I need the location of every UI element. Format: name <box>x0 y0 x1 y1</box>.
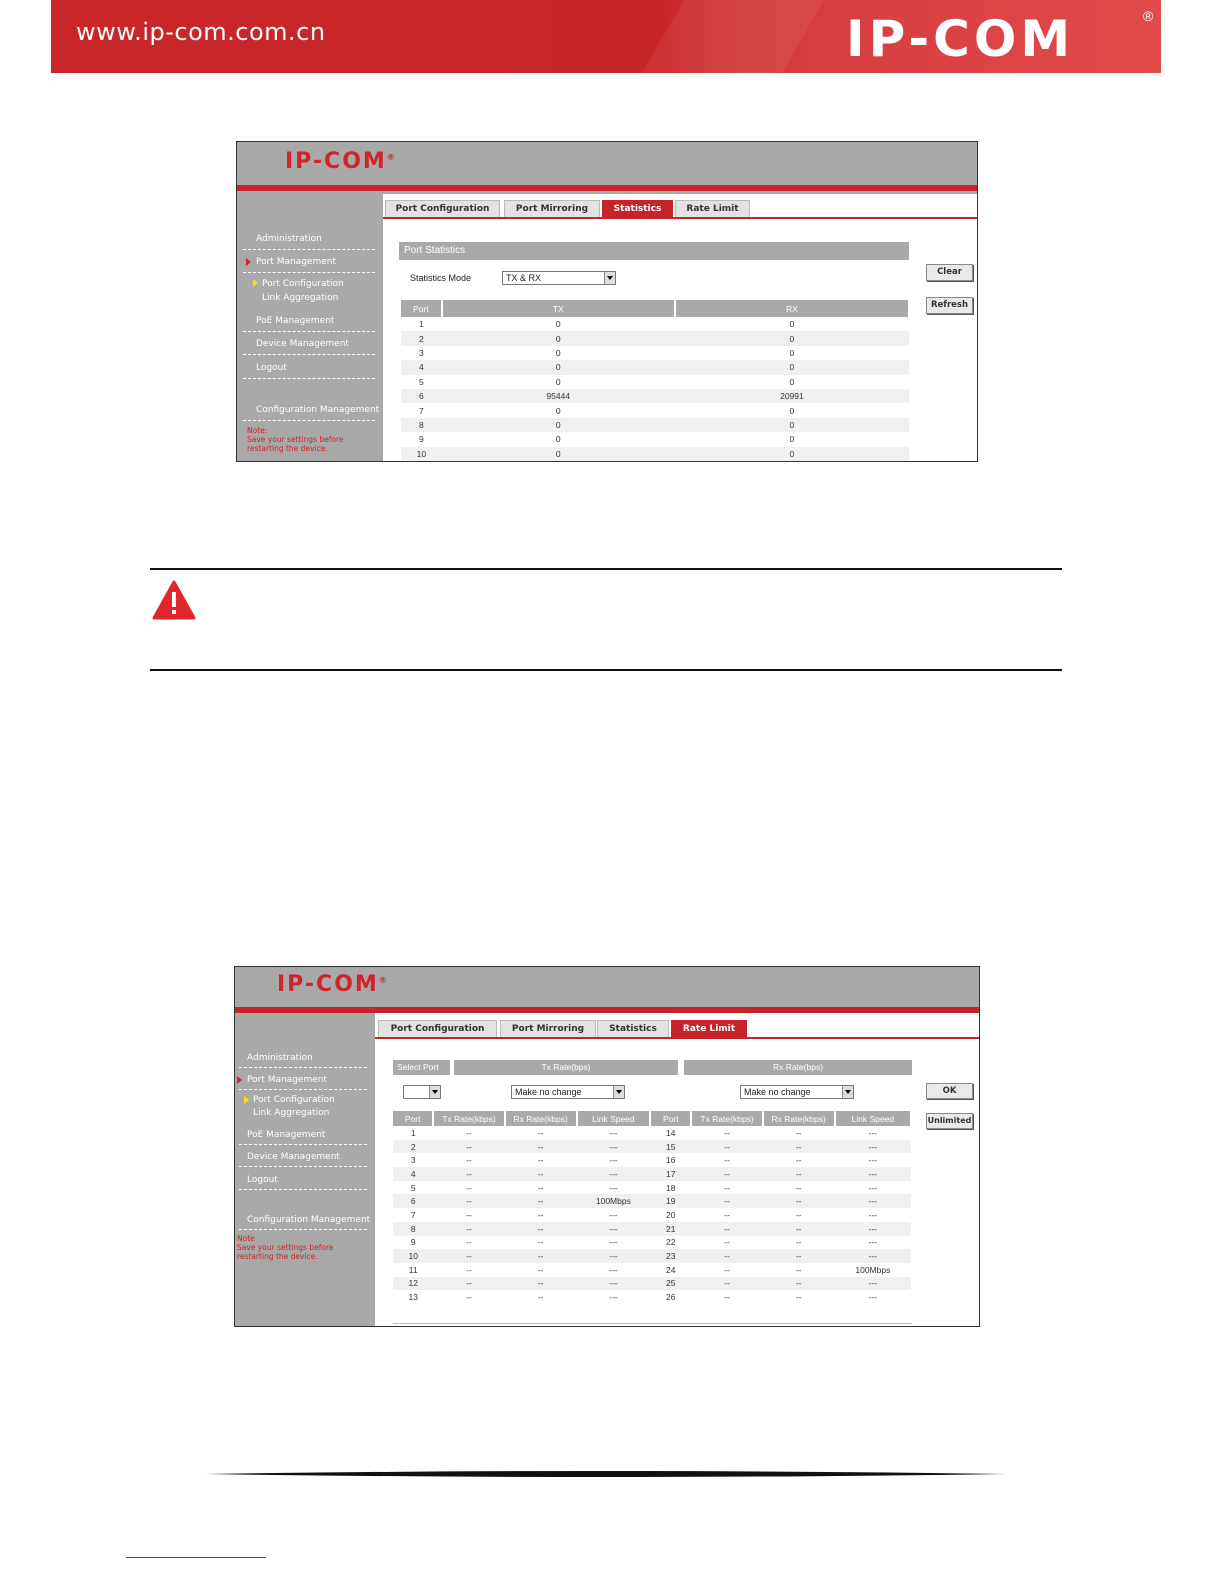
cell-link-speed: --- <box>609 1264 618 1275</box>
cell-tx: 0 <box>442 360 675 374</box>
cell-rx-rate-right: -- <box>795 1237 802 1248</box>
ok-button[interactable]: OK <box>926 1083 973 1099</box>
cell-rx-rate: -- <box>505 1167 577 1181</box>
nav-separator <box>243 249 375 250</box>
cell-tx: 0 <box>555 347 561 358</box>
cell-tx-rate-right: -- <box>691 1222 762 1236</box>
cell-port-right: 19 <box>650 1194 691 1208</box>
section-title: Port Statistics <box>399 242 909 260</box>
cell-rx: 0 <box>675 418 909 432</box>
cell-link-speed-right: --- <box>868 1292 878 1303</box>
table-bottom-line <box>393 1323 912 1324</box>
cell-tx-rate-right: -- <box>691 1167 762 1181</box>
select-port-dropdown[interactable] <box>403 1085 441 1099</box>
nav-device-management[interactable]: Device Management <box>247 1152 340 1162</box>
rate-limit-screenshot <box>234 966 980 1327</box>
nav-separator <box>239 1067 367 1068</box>
rx-rate-select[interactable] <box>740 1085 854 1099</box>
col-link-speed-right: Link Speed <box>835 1111 911 1126</box>
cell-port-right: 17 <box>650 1167 691 1181</box>
cell-tx-rate: -- <box>433 1222 504 1236</box>
nav-separator <box>243 378 375 379</box>
cell-port-right: 18 <box>666 1182 676 1193</box>
cell-rx: 20991 <box>675 389 909 403</box>
cell-port-right: 15 <box>650 1140 691 1154</box>
rate-limit-table <box>393 1111 912 1304</box>
cell-link-speed-right: --- <box>868 1155 878 1166</box>
cell-rx-rate-right: -- <box>763 1167 835 1181</box>
cell-rx-rate: -- <box>537 1237 544 1248</box>
table-row <box>401 418 909 432</box>
chevron-down-icon <box>604 272 615 284</box>
cell-tx: 0 <box>442 418 675 432</box>
cell-link-speed-right: --- <box>835 1222 911 1236</box>
refresh-button[interactable]: Refresh <box>926 297 973 314</box>
table-row <box>401 447 909 461</box>
cell-link-speed: --- <box>609 1237 618 1248</box>
ipcom-logo <box>285 149 397 174</box>
cell-port: 1 <box>418 319 424 330</box>
nav-port-configuration[interactable]: Port Configuration <box>253 1095 335 1105</box>
cell-tx-rate: -- <box>433 1277 504 1291</box>
cell-tx-rate: -- <box>433 1167 504 1181</box>
brand-logo: IP-COM <box>846 10 1075 68</box>
cell-link-speed: 100Mbps <box>577 1194 650 1208</box>
cell-rx: 0 <box>675 447 909 461</box>
col-link-speed: Link Speed <box>577 1111 650 1126</box>
nav-port-management[interactable]: Port Management <box>256 257 336 267</box>
cell-port: 1 <box>410 1127 416 1138</box>
cell-rx-rate-right: -- <box>763 1194 835 1208</box>
table-row <box>393 1126 911 1140</box>
tab-statistics[interactable]: Statistics <box>602 200 673 217</box>
nav-configuration-management[interactable]: Configuration Management <box>247 1215 371 1225</box>
cell-tx: 0 <box>442 447 675 461</box>
cell-port: 2 <box>401 331 442 345</box>
cell-rx: 0 <box>789 434 795 445</box>
nav-separator <box>243 272 375 273</box>
cell-link-speed: --- <box>577 1277 650 1291</box>
clear-button[interactable]: Clear <box>926 264 973 281</box>
cell-link-speed-right: 100Mbps <box>855 1264 891 1275</box>
cell-link-speed: --- <box>577 1140 650 1154</box>
cell-port-right: 21 <box>650 1222 691 1236</box>
table-row <box>393 1222 911 1236</box>
cell-port: 6 <box>401 389 442 403</box>
table-row <box>393 1167 911 1181</box>
cell-tx-rate: -- <box>433 1140 504 1154</box>
cell-port: 12 <box>393 1277 433 1291</box>
cell-link-speed-right: --- <box>868 1209 878 1220</box>
footer-link-underline <box>126 1557 266 1558</box>
nav-logout[interactable]: Logout <box>247 1175 278 1185</box>
col-rx-rate-right: Rx Rate(kbps) <box>763 1111 835 1126</box>
cell-rx: 0 <box>675 360 909 374</box>
table-row <box>393 1181 911 1195</box>
col-tx-rate: Tx Rate(kbps) <box>433 1111 504 1126</box>
cell-port: 2 <box>393 1140 433 1154</box>
site-url: www.ip-com.com.cn <box>76 18 326 46</box>
cell-port: 10 <box>393 1249 433 1263</box>
active-arrow-icon <box>237 1076 242 1084</box>
rx-rate-header: Rx Rate(bps) <box>684 1060 912 1075</box>
nav-configuration-management[interactable]: Configuration Management <box>256 405 380 415</box>
cell-port-right: 23 <box>650 1249 691 1263</box>
table-row <box>393 1208 911 1222</box>
table-row <box>401 375 909 389</box>
cell-port: 9 <box>410 1237 416 1248</box>
note-text: Save your settings before restarting the device. <box>247 435 344 453</box>
nav-poe-management[interactable]: PoE Management <box>256 316 335 326</box>
cell-rx: 0 <box>789 376 795 387</box>
warning-icon <box>152 580 196 620</box>
active-arrow-icon <box>246 258 251 266</box>
port-statistics-table <box>401 300 910 461</box>
cell-rx-rate: -- <box>537 1127 544 1138</box>
cell-port: 10 <box>401 447 442 461</box>
cell-tx-rate-right: -- <box>691 1249 762 1263</box>
restart-note <box>247 426 347 453</box>
cell-port: 9 <box>418 434 424 445</box>
cell-link-speed-right: --- <box>835 1249 911 1263</box>
cell-tx-rate-right: -- <box>724 1264 730 1275</box>
cell-rx-rate: -- <box>505 1222 577 1236</box>
table-row <box>393 1140 911 1154</box>
registered-mark: ® <box>1143 8 1154 24</box>
nav-port-management[interactable]: Port Management <box>247 1075 327 1085</box>
logo-text: IP-COM <box>285 149 387 174</box>
tab-underline <box>375 1037 979 1039</box>
cell-rx: 0 <box>789 347 795 358</box>
cell-tx: 0 <box>555 405 561 416</box>
cell-rx-rate-right: -- <box>795 1127 802 1138</box>
cell-link-speed-right: --- <box>868 1237 878 1248</box>
cell-rx-rate-right: -- <box>763 1140 835 1154</box>
table-row <box>401 360 909 374</box>
restart-note <box>237 1234 337 1261</box>
cell-port-right: 24 <box>666 1264 676 1275</box>
table-row <box>393 1194 911 1208</box>
cell-port-right: 14 <box>666 1127 676 1138</box>
tx-rate-select[interactable] <box>511 1085 625 1099</box>
cell-rx-rate: -- <box>537 1264 544 1275</box>
top-red-line <box>237 185 977 191</box>
col-tx-rate-right: Tx Rate(kbps) <box>691 1111 762 1126</box>
cell-rx: 0 <box>789 319 795 330</box>
table-row <box>401 346 909 360</box>
tx-rate-header: Tx Rate(bps) <box>454 1060 678 1075</box>
sub-arrow-icon <box>244 1096 249 1104</box>
nav-separator <box>239 1189 367 1190</box>
note-title: Note: <box>247 426 268 435</box>
cell-tx-rate: -- <box>466 1127 472 1138</box>
statistics-mode-select[interactable] <box>502 271 616 285</box>
cell-rx-rate: -- <box>537 1155 544 1166</box>
cell-tx-rate: -- <box>466 1292 472 1303</box>
cell-link-speed: --- <box>577 1167 650 1181</box>
table-row <box>393 1277 911 1291</box>
statistics-mode-label: Statistics Mode <box>410 273 472 283</box>
ipcom-logo <box>277 972 389 997</box>
cell-port-right: 26 <box>666 1292 676 1303</box>
tab-port-configuration[interactable]: Port Configuration <box>385 200 500 217</box>
cell-tx: 95444 <box>442 389 675 403</box>
cell-tx-rate-right: -- <box>691 1277 762 1291</box>
cell-link-speed: --- <box>609 1127 618 1138</box>
cell-rx-rate: -- <box>537 1182 544 1193</box>
chevron-down-icon <box>842 1086 853 1098</box>
cell-tx: 0 <box>555 434 561 445</box>
cell-rx-rate-right: -- <box>795 1292 802 1303</box>
cell-tx-rate: -- <box>466 1155 472 1166</box>
tab-port-mirroring[interactable]: Port Mirroring <box>500 1020 596 1037</box>
cell-tx-rate-right: -- <box>724 1237 730 1248</box>
cell-port: 5 <box>418 376 424 387</box>
cell-port: 11 <box>408 1264 418 1275</box>
tab-rate-limit[interactable]: Rate Limit <box>675 200 750 217</box>
table-row <box>393 1153 911 1167</box>
cell-rx-rate-right: -- <box>763 1249 835 1263</box>
sub-arrow-icon <box>253 279 258 287</box>
tab-underline <box>383 217 977 219</box>
cell-port-right: 16 <box>666 1155 676 1166</box>
nav-separator <box>239 1089 367 1090</box>
cell-tx-rate: -- <box>466 1182 472 1193</box>
cell-rx-rate-right: -- <box>795 1155 802 1166</box>
cell-tx: 0 <box>555 319 561 330</box>
cell-port: 5 <box>410 1182 416 1193</box>
note-text: Save your settings before restarting the device. <box>237 1243 334 1261</box>
cell-tx-rate: -- <box>466 1264 472 1275</box>
cell-tx-rate: -- <box>433 1249 504 1263</box>
cell-port: 7 <box>418 405 424 416</box>
statistics-mode-value: TX & RX <box>506 273 542 283</box>
logo-reg: ® <box>386 152 397 162</box>
cell-port: 13 <box>408 1292 418 1303</box>
cell-rx-rate: -- <box>505 1140 577 1154</box>
nav-separator <box>239 1229 367 1230</box>
cell-tx: 0 <box>555 376 561 387</box>
nav-device-management[interactable]: Device Management <box>256 339 349 349</box>
cell-link-speed-right: --- <box>835 1194 911 1208</box>
cell-rx-rate: -- <box>505 1249 577 1263</box>
cell-rx-rate: -- <box>537 1292 544 1303</box>
cell-rx-rate-right: -- <box>763 1222 835 1236</box>
cell-tx-rate-right: -- <box>691 1140 762 1154</box>
cell-rx-rate-right: -- <box>795 1264 802 1275</box>
note-title: Note <box>237 1234 255 1243</box>
cell-rx: 0 <box>789 405 795 416</box>
col-port-right: Port <box>650 1111 691 1126</box>
tab-port-mirroring[interactable]: Port Mirroring <box>504 200 600 217</box>
cell-port-right: 22 <box>666 1237 676 1248</box>
logo-text: IP-COM <box>277 972 379 997</box>
table-row <box>401 432 909 446</box>
col-port: Port <box>393 1111 433 1126</box>
nav-link-aggregation[interactable]: Link Aggregation <box>262 293 339 303</box>
cell-link-speed-right: --- <box>835 1140 911 1154</box>
cell-link-speed: --- <box>577 1222 650 1236</box>
nav-logout[interactable]: Logout <box>256 363 287 373</box>
nav-separator <box>243 420 375 421</box>
tx-rate-value: Make no change <box>515 1087 582 1097</box>
caution-bottom-rule <box>150 669 1062 671</box>
cell-link-speed: --- <box>609 1292 618 1303</box>
select-port-header: Select Port <box>393 1060 450 1075</box>
caution-top-rule <box>150 568 1062 570</box>
cell-port: 3 <box>418 347 424 358</box>
cell-tx-rate-right: -- <box>724 1292 730 1303</box>
nav-administration[interactable]: Administration <box>247 1053 313 1063</box>
chevron-down-icon <box>613 1086 624 1098</box>
cell-rx-rate: -- <box>505 1277 577 1291</box>
table-row <box>401 389 909 403</box>
cell-port: 4 <box>393 1167 433 1181</box>
tab-rate-limit[interactable]: Rate Limit <box>671 1020 747 1037</box>
banner-decoration <box>626 0 835 73</box>
nav-administration[interactable]: Administration <box>256 234 322 244</box>
rx-rate-value: Make no change <box>744 1087 811 1097</box>
cell-link-speed-right: --- <box>835 1277 911 1291</box>
cell-tx-rate-right: -- <box>691 1194 762 1208</box>
page-header-banner <box>51 0 1161 73</box>
cell-port: 8 <box>401 418 442 432</box>
nav-separator <box>239 1144 367 1145</box>
table-row <box>393 1249 911 1263</box>
table-row <box>393 1263 911 1277</box>
col-port: Port <box>401 300 442 317</box>
cell-tx-rate-right: -- <box>724 1182 730 1193</box>
table-row <box>401 403 909 417</box>
nav-separator <box>243 331 375 332</box>
cell-tx-rate-right: -- <box>724 1127 730 1138</box>
cell-link-speed-right: --- <box>868 1182 878 1193</box>
cell-tx-rate-right: -- <box>724 1155 730 1166</box>
cell-rx-rate-right: -- <box>795 1209 802 1220</box>
cell-rx-rate: -- <box>537 1209 544 1220</box>
cell-port: 8 <box>393 1222 433 1236</box>
cell-link-speed: --- <box>609 1209 618 1220</box>
cell-port: 7 <box>410 1209 416 1220</box>
cell-port: 3 <box>410 1155 416 1166</box>
tab-statistics[interactable]: Statistics <box>597 1020 669 1037</box>
cell-link-speed-right: --- <box>868 1127 878 1138</box>
statistics-screenshot <box>236 141 978 462</box>
table-row <box>401 331 909 345</box>
col-rx: RX <box>675 300 909 317</box>
cell-port: 6 <box>393 1194 433 1208</box>
cell-rx-rate: -- <box>505 1194 577 1208</box>
col-tx: TX <box>442 300 675 317</box>
cell-port-right: 20 <box>666 1209 676 1220</box>
nav-port-configuration[interactable]: Port Configuration <box>262 279 344 289</box>
cell-link-speed: --- <box>577 1249 650 1263</box>
table-row <box>393 1236 911 1250</box>
cell-tx: 0 <box>442 331 675 345</box>
col-rx-rate: Rx Rate(kbps) <box>505 1111 577 1126</box>
cell-link-speed: --- <box>609 1155 618 1166</box>
cell-tx-rate-right: -- <box>724 1209 730 1220</box>
chevron-down-icon <box>429 1086 440 1098</box>
unlimited-button[interactable]: Unlimited <box>926 1113 973 1129</box>
table-row <box>401 317 909 331</box>
table-row <box>393 1290 911 1304</box>
nav-link-aggregation[interactable]: Link Aggregation <box>253 1108 330 1118</box>
nav-poe-management[interactable]: PoE Management <box>247 1130 326 1140</box>
logo-reg: ® <box>378 975 389 985</box>
cell-port-right: 25 <box>650 1277 691 1291</box>
cell-rx-rate-right: -- <box>763 1277 835 1291</box>
footer-divider <box>205 1469 1007 1479</box>
cell-port: 4 <box>401 360 442 374</box>
cell-link-speed-right: --- <box>835 1167 911 1181</box>
cell-rx-rate-right: -- <box>795 1182 802 1193</box>
cell-rx: 0 <box>675 331 909 345</box>
cell-link-speed: --- <box>609 1182 618 1193</box>
cell-tx-rate: -- <box>466 1237 472 1248</box>
cell-tx-rate: -- <box>433 1194 504 1208</box>
nav-separator <box>243 354 375 355</box>
nav-separator <box>239 1166 367 1167</box>
cell-tx-rate: -- <box>466 1209 472 1220</box>
tab-port-configuration[interactable]: Port Configuration <box>378 1020 497 1037</box>
